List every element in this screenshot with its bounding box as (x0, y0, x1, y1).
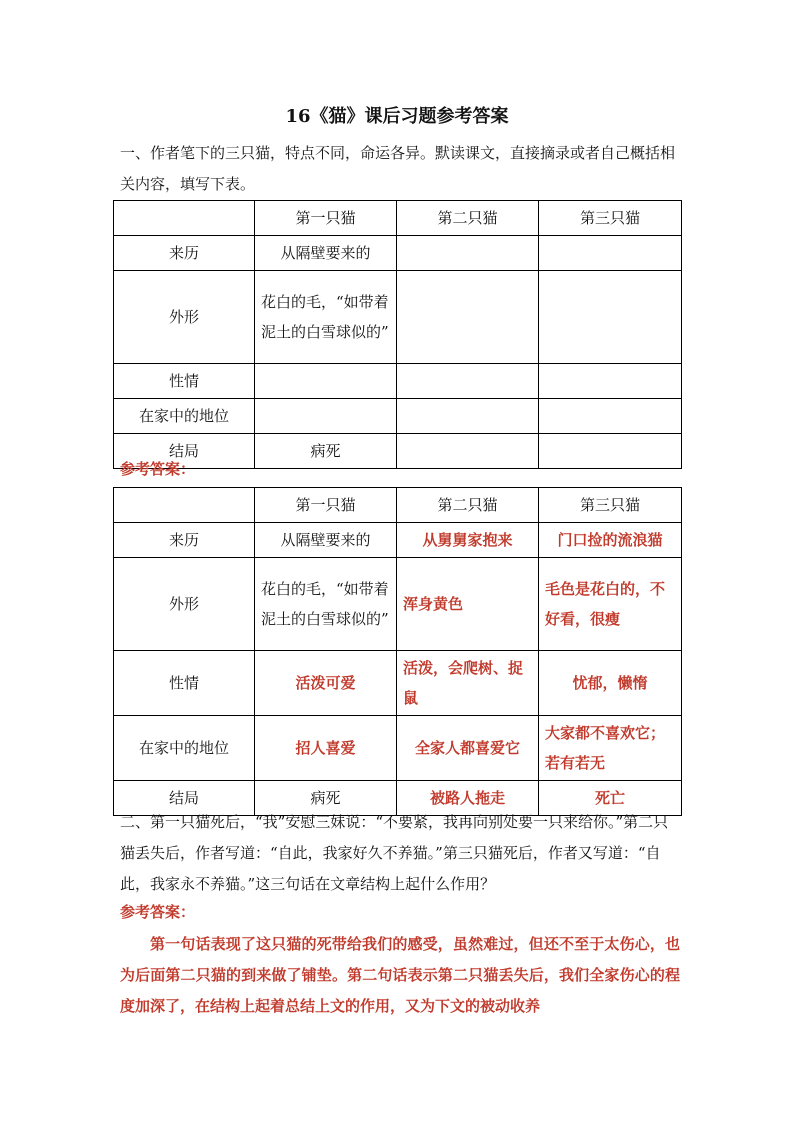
cell-cat1: 花白的毛，“如带着泥土的白雪球似的” (255, 271, 397, 364)
cell-cat3 (539, 364, 682, 399)
cell-cat3: 忧郁，懒惰 (539, 651, 682, 716)
row-label: 结局 (114, 434, 255, 469)
cell-cat2 (397, 271, 539, 364)
row-label: 来历 (114, 236, 255, 271)
cell-cat2 (397, 399, 539, 434)
cell-cat1 (255, 399, 397, 434)
row-label: 外形 (114, 558, 255, 651)
header-cell (114, 201, 255, 236)
table-row (114, 236, 682, 271)
cell-cat3: 大家都不喜欢它；若有若无 (539, 716, 682, 781)
answer-paragraph: 第一句话表现了这只猫的死带给我们的感受，虽然难过，但还不至于太伤心，也为后面第二只猫的到来做了铺垫。第二句话表示第二只猫丢失后，我们全家伤心的程度加深了，在结构上起着总结上文的作用，又为下文的被动收养 (120, 935, 680, 1015)
cell-cat1: 从隔壁要来的 (255, 523, 397, 558)
header-cell: 第二只猫 (397, 488, 539, 523)
header-cell: 第二只猫 (397, 201, 539, 236)
table-row (114, 558, 682, 651)
header-cell (114, 488, 255, 523)
question-2: 二、第一只猫死后，“我”安慰三妹说：“不要紧，我再向别处要一只来给你。”第二只猫丢失后，作者写道：“自此，我家好久不养猫。”第三只猫死后，作者又写道：“自此，我家永不养猫。”这三句话在文章结构上起什么作用？ (120, 813, 669, 893)
cell-cat2: 被路人拖走 (397, 781, 539, 816)
table-row (114, 651, 682, 716)
table-header-row (114, 201, 682, 236)
table-header-row (114, 488, 682, 523)
row-label: 结局 (114, 781, 255, 816)
answer-label: 参考答案： (120, 460, 196, 478)
row-label: 在家中的地位 (114, 399, 255, 434)
cell-cat1: 病死 (255, 781, 397, 816)
cell-cat1: 病死 (255, 434, 397, 469)
blank-table (113, 200, 682, 469)
cell-cat3 (539, 399, 682, 434)
cell-cat2: 从舅舅家抱来 (397, 523, 539, 558)
cell-cat2 (397, 236, 539, 271)
answer-label: 参考答案： (120, 903, 196, 921)
table-row (114, 716, 682, 781)
cell-cat1 (255, 364, 397, 399)
answer-table (113, 487, 682, 816)
table-row (114, 271, 682, 364)
table-row (114, 399, 682, 434)
cell-cat3: 毛色是花白的，不好看，很瘦 (539, 558, 682, 651)
question-1: 一、作者笔下的三只猫，特点不同，命运各异。默读课文，直接摘录或者自己概括相关内容，填写下表。 (120, 144, 676, 193)
cell-cat3 (539, 434, 682, 469)
cell-cat2: 浑身黄色 (397, 558, 539, 651)
cell-cat3 (539, 236, 682, 271)
header-cell: 第三只猫 (539, 201, 682, 236)
cell-cat3: 门口捡的流浪猫 (539, 523, 682, 558)
row-label: 来历 (114, 523, 255, 558)
cell-cat3: 死亡 (539, 781, 682, 816)
row-label: 在家中的地位 (114, 716, 255, 781)
table-row (114, 364, 682, 399)
table-row (114, 523, 682, 558)
row-label: 外形 (114, 271, 255, 364)
cell-cat1: 招人喜爱 (255, 716, 397, 781)
header-cell: 第三只猫 (539, 488, 682, 523)
table-row (114, 434, 682, 469)
cell-cat2 (397, 364, 539, 399)
cell-cat2: 全家人都喜爱它 (397, 716, 539, 781)
cell-cat2 (397, 434, 539, 469)
row-label: 性情 (114, 364, 255, 399)
cell-cat1: 花白的毛，“如带着泥土的白雪球似的” (255, 558, 397, 651)
page-title: 16《猫》课后习题参考答案 (285, 106, 509, 127)
header-cell: 第一只猫 (255, 488, 397, 523)
cell-cat3 (539, 271, 682, 364)
cell-cat1: 从隔壁要来的 (255, 236, 397, 271)
row-label: 性情 (114, 651, 255, 716)
cell-cat1: 活泼可爱 (255, 651, 397, 716)
cell-cat2: 活泼，会爬树、捉鼠 (397, 651, 539, 716)
header-cell: 第一只猫 (255, 201, 397, 236)
